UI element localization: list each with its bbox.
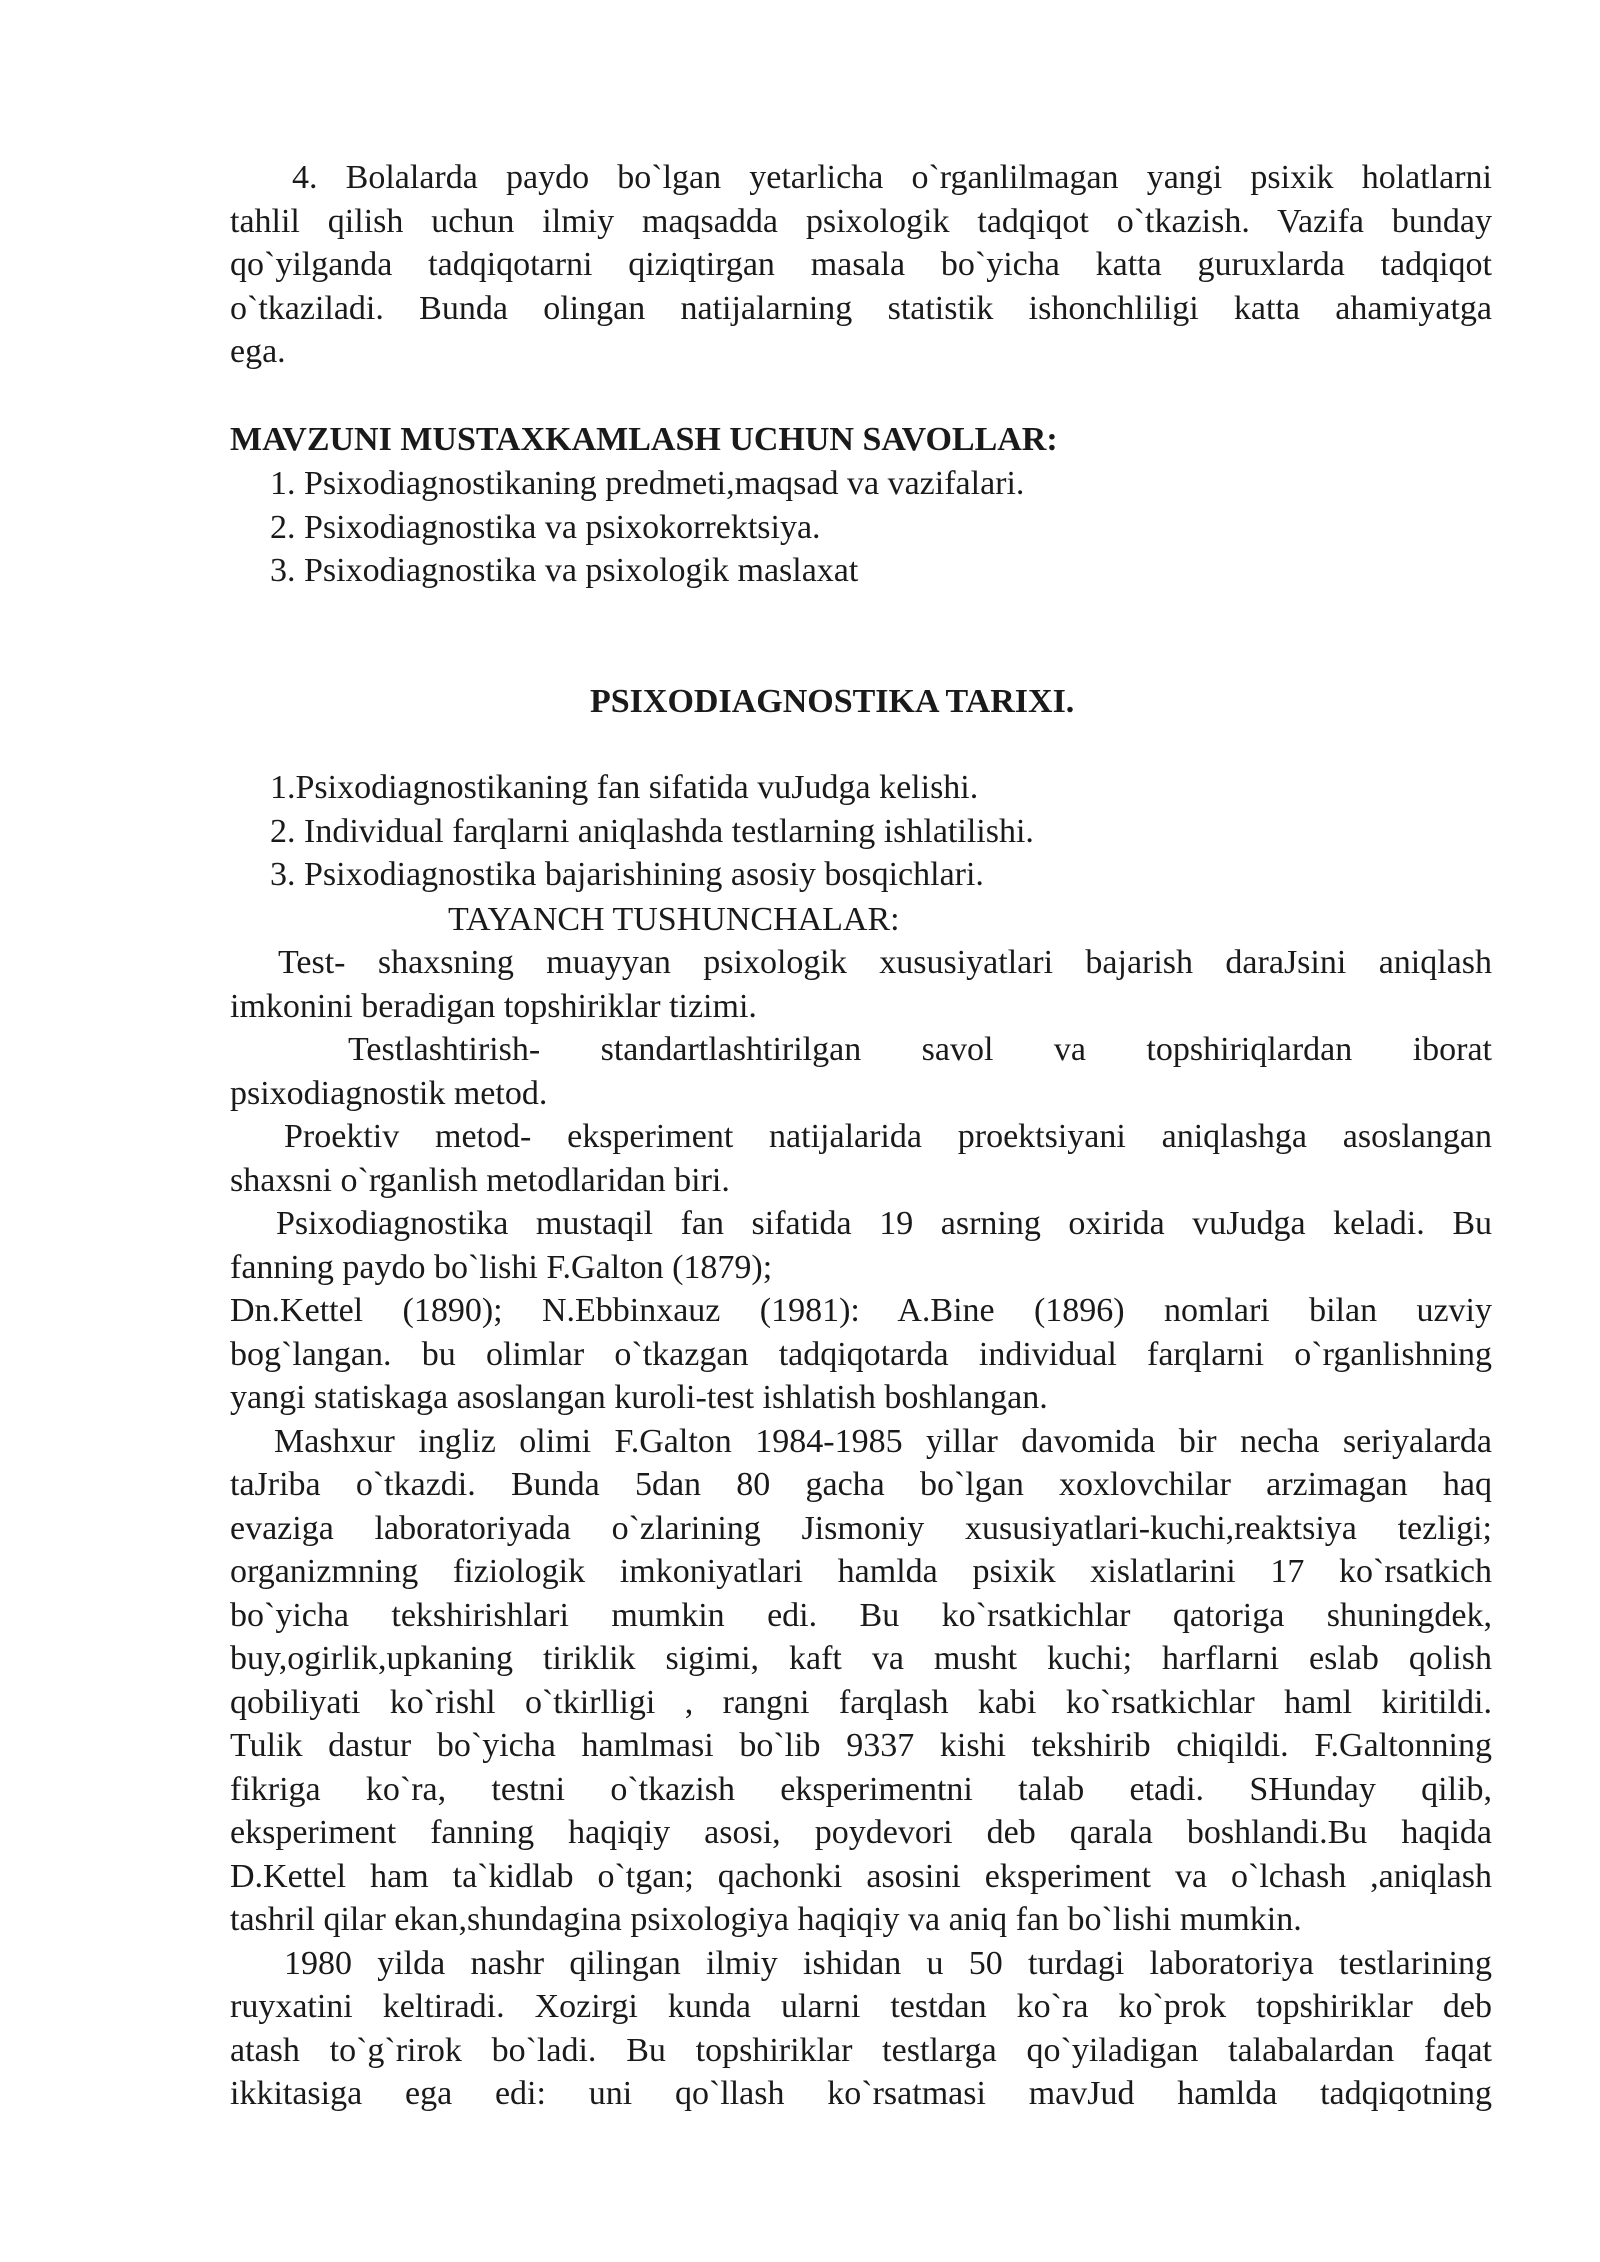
text-line: bo`yicha tekshirishlari mumkin edi. Bu ko`rsatkichlar qatoriga shuningdek, — [230, 1596, 1492, 1634]
text-line: tahlil qilish uchun ilmiy maqsadda psixologik tadqiqot o`tkazish. Vazifa bunday — [230, 202, 1492, 240]
text-line: tashril qilar ekan,shundagina psixologiya haqiqiy va aniq fan bo`lishi mumkin. — [230, 1901, 1302, 1938]
text-line: eksperiment fanning haqiqiy asosi, poydevori deb qarala boshlandi.Bu haqida — [230, 1814, 1492, 1851]
text-line: ega. — [230, 333, 286, 370]
text-line: buy,ogirlik,upkaning tiriklik sigimi, kaft va musht kuchi; harflarni eslab qolish — [230, 1640, 1492, 1677]
text-line: qobiliyati ko`rishl o`tkirlligi , rangni farqlash kabi ko`rsatkichlar haml kiritildi. — [230, 1683, 1492, 1721]
text-line: evaziga laboratoriyada o`zlarining Jismoniy xususiyatlari-kuchi,reaktsiya tezligi; — [230, 1509, 1492, 1547]
list-item: 2. Individual farqlarni aniqlashda testlarning ishlatilishi. — [270, 812, 1034, 850]
list-item: 1. Psixodiagnostikaning predmeti,maqsad va vazifalari. — [270, 465, 1025, 502]
text-line: yangi statiskaga asoslangan kuroli-test ishlatish boshlangan. — [230, 1379, 1048, 1416]
text-line: o`tkaziladi. Bunda olingan natijalarning statistik ishonchliligi katta ahamiyatga — [230, 289, 1492, 327]
plan-list — [270, 766, 1470, 897]
text-line: shaxsni o`rganlish metodlaridan biri. — [230, 1161, 730, 1199]
questions-heading: MAVZUNI MUSTAXKAMLASH UCHUN SAVOLLAR: — [230, 421, 1058, 458]
list-item: 1.Psixodiagnostikaning fan sifatida vuJudga kelishi. — [270, 769, 979, 806]
paragraph-4 — [230, 156, 1492, 374]
text-line: Dn.Kettel (1890); N.Ebbinxauz (1981): A.Bine (1896) nomlari bilan uzviy — [230, 1292, 1492, 1329]
text-line: organizmning fiziologik imkoniyatlari hamlda psixik xislatlarini 17 ko`rsatkich — [230, 1553, 1492, 1590]
questions-list — [270, 462, 1470, 593]
text-line: Proektiv metod- eksperiment natijalarida proektsiyani aniqlashga asoslangan — [284, 1118, 1492, 1155]
text-line: Psixodiagnostika mustaqil fan sifatida 19 asrning oxirida vuJudga keladi. Bu — [276, 1205, 1492, 1242]
concepts-heading: TAYANCH TUSHUNCHALAR: — [448, 901, 900, 938]
text-line: qo`yilganda tadqiqotarni qiziqtirgan masala bo`yicha katta guruxlarda tadqiqot — [230, 246, 1492, 283]
list-item: 3. Psixodiagnostika bajarishining asosiy bosqichlari. — [270, 856, 984, 893]
text-line: atash to`g`rirok bo`ladi. Bu topshiriklar testlarga qo`yiladigan talabalardan faqat — [230, 2031, 1492, 2069]
section-title: PSIXODIAGNOSTIKA TARIXI. — [590, 683, 1075, 720]
text-line: Mashxur ingliz olimi F.Galton 1984-1985 yillar davomida bir necha seriyalarda — [274, 1422, 1492, 1460]
text-line: psixodiagnostik metod. — [230, 1074, 548, 1112]
list-item: 3. Psixodiagnostika va psixologik maslaxat — [270, 552, 859, 589]
text-line: ikkitasiga ega edi: uni qo`llash ko`rsatmasi mavJud hamlda tadqiqotning — [230, 2075, 1492, 2112]
text-line: imkonini beradigan topshiriklar tizimi. — [230, 987, 757, 1025]
text-line: fikriga ko`ra, testni o`tkazish eksperimentni talab etadi. SHunday qilib, — [230, 1770, 1492, 1808]
text-line: ruyxatini keltiradi. Xozirgi kunda ularni testdan ko`ra ko`prok topshiriklar deb — [230, 1988, 1492, 2025]
text-line: Test- shaxsning muayyan psixologik xususiyatlari bajarish daraJsini aniqlash — [278, 944, 1492, 981]
text-line: Tulik dastur bo`yicha hamlmasi bo`lib 9337 kishi tekshirib chiqildi. F.Galtonning — [230, 1727, 1492, 1764]
text-line: 1980 yilda nashr qilingan ilmiy ishidan u 50 turdagi laboratoriya testlarining — [284, 1944, 1492, 1982]
text-line: 4. Bolalarda paydo bo`lgan yetarlicha o`rganlilmagan yangi psixik holatlarni — [292, 159, 1492, 196]
list-item: 2. Psixodiagnostika va psixokorrektsiya. — [270, 508, 821, 546]
text-line: bog`langan. bu olimlar o`tkazgan tadqiqotarda individual farqlarni o`rganlishning — [230, 1335, 1492, 1373]
text-line: D.Kettel ham ta`kidlab o`tgan; qachonki asosini eksperiment va o`lchash ,aniqlash — [230, 1857, 1492, 1895]
body-text — [230, 941, 1492, 2116]
text-line: taJriba o`tkazdi. Bunda 5dan 80 gacha bo`lgan xoxlovchilar arzimagan haq — [230, 1466, 1492, 1503]
text-line: Testlashtirish- standartlashtirilgan savol va topshiriqlardan iborat — [348, 1031, 1492, 1068]
text-line: fanning paydo bo`lishi F.Galton (1879); — [230, 1248, 773, 1286]
